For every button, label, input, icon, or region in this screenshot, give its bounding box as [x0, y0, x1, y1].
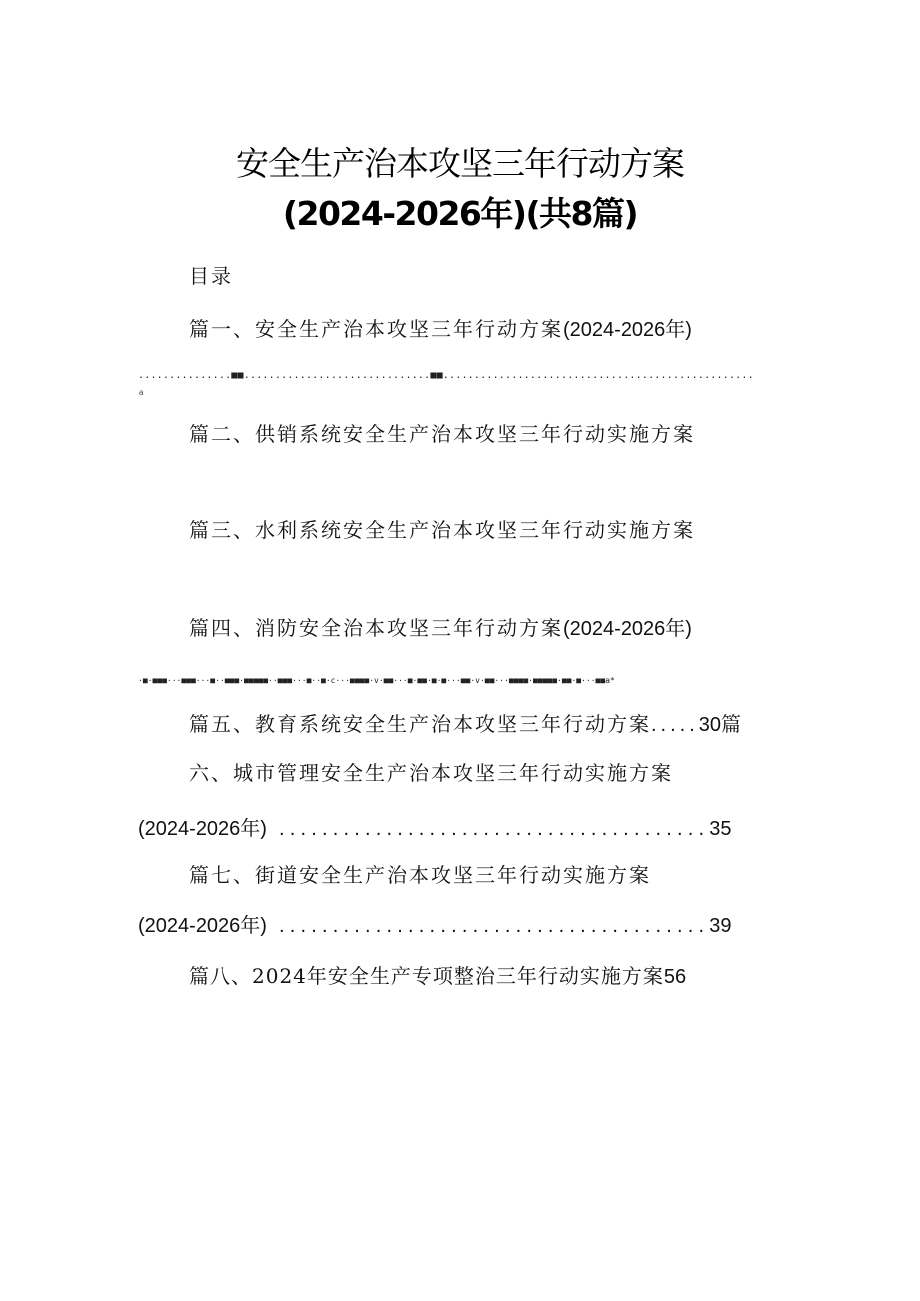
toc-entry-1[interactable]: [189, 313, 692, 342]
toc-entry-7-line-2[interactable]: [138, 909, 731, 938]
toc-entry-6-line-1[interactable]: 六、城市管理安全生产治本攻坚三年行动实施方案: [189, 761, 673, 785]
toc-entry-8-page: 56: [663, 966, 687, 988]
toc-entry-4-years: (2024-2026年): [563, 618, 692, 640]
toc-entry-8[interactable]: [189, 960, 686, 989]
toc-entry-5-dots: .....: [651, 714, 699, 736]
toc-entry-5-tail: 篇: [721, 712, 744, 736]
toc-entry-8-title: 篇八、2024年安全生产专项整治三年行动实施方案: [189, 964, 664, 988]
toc-entry-1-title: 篇一、安全生产治本攻坚三年行动方案: [189, 317, 563, 341]
toc-entry-5-page: 30: [698, 714, 722, 736]
toc-entry-1-years: (2024-2026年): [563, 319, 692, 341]
toc-entry-6-dots: ........................................: [278, 818, 710, 840]
toc-entry-6-line-2[interactable]: [138, 812, 731, 841]
toc-leader-dots-1: ...............■■..............................■■..................................................: [138, 370, 754, 381]
toc-entry-6-page: 35: [709, 818, 732, 840]
toc-entry-7-line-1[interactable]: 篇七、街道安全生产治本攻坚三年行动实施方案: [189, 863, 651, 887]
document-title-line-1: 安全生产治本攻坚三年行动方案: [236, 144, 684, 183]
toc-entry-7-years: (2024-2026年): [138, 915, 267, 937]
toc-entry-7-page: 39: [709, 915, 732, 937]
toc-entry-2[interactable]: 篇二、供销系统安全生产治本攻坚三年行动实施方案: [189, 422, 695, 446]
toc-entry-6-years: (2024-2026年): [138, 818, 267, 840]
toc-entry-5-title: 篇五、教育系统安全生产治本攻坚三年行动方案: [189, 712, 651, 736]
toc-entry-3[interactable]: 篇三、水利系统安全生产治本攻坚三年行动实施方案: [189, 518, 695, 542]
toc-entry-5[interactable]: [189, 708, 743, 737]
toc-entry-4[interactable]: [189, 612, 692, 641]
toc-leader-mark-1: a: [139, 388, 144, 397]
toc-leader-dots-2: ·■·■■■···■■■···■··■■■·■■■■■··■■■···■··■·c···■■■■·v·■■···■·■■·■·■···■■·v·■■···■■■■·■■■■■·■■·■···■■a*: [138, 676, 615, 685]
toc-heading: 目录: [189, 264, 233, 288]
document-title-line-2: (2024-2026年)(共8篇): [282, 194, 638, 233]
toc-entry-4-title: 篇四、消防安全治本攻坚三年行动方案: [189, 616, 563, 640]
toc-entry-7-dots: ........................................: [278, 915, 710, 937]
